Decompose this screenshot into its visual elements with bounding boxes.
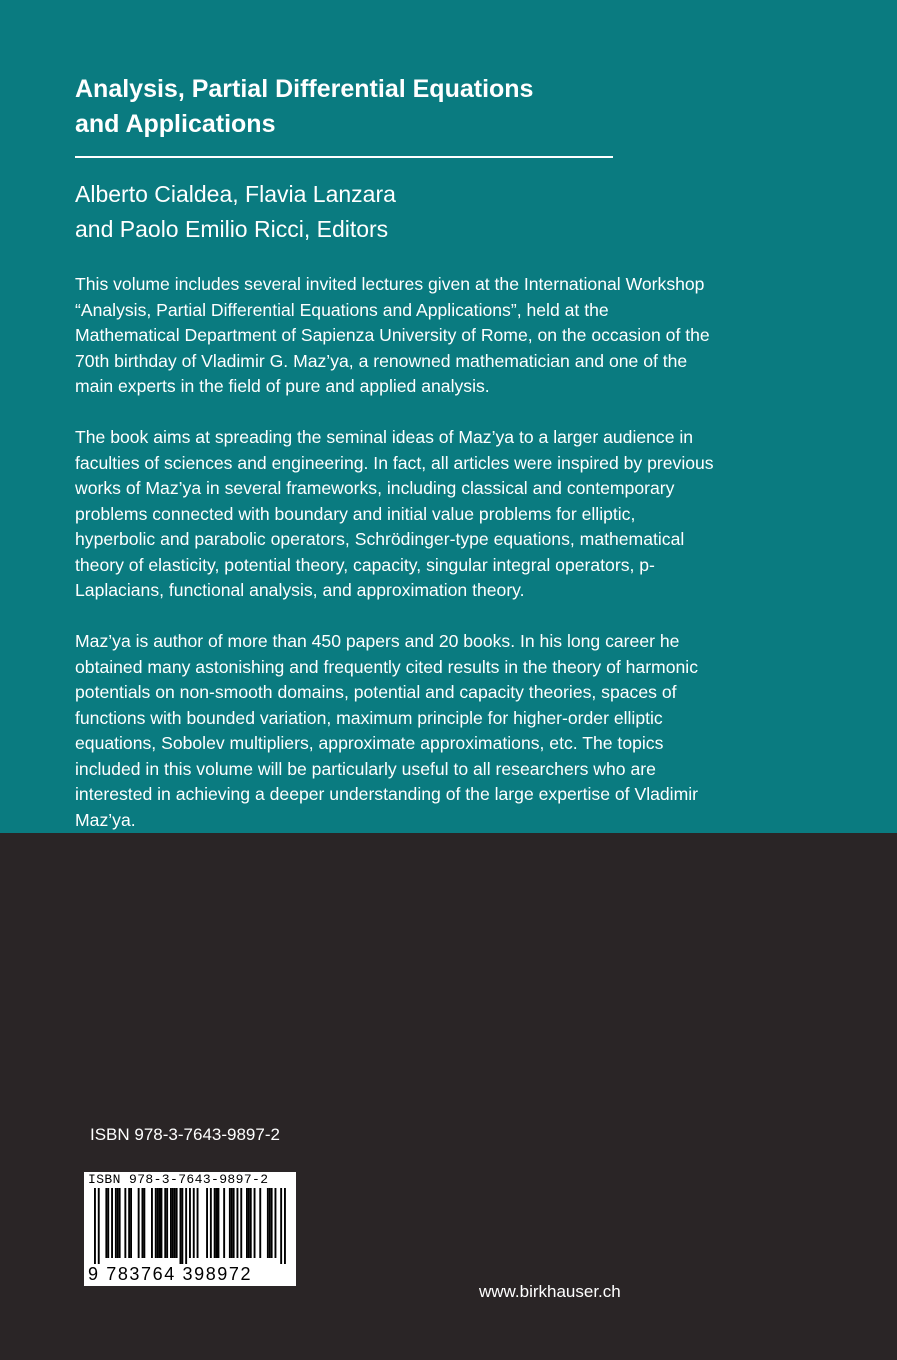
editors-line-1: Alberto Cialdea, Flavia Lanzara bbox=[75, 181, 396, 207]
barcode-bar bbox=[130, 1188, 132, 1258]
barcode-bar bbox=[269, 1188, 271, 1258]
barcode-bar bbox=[216, 1188, 218, 1258]
barcode-bar bbox=[174, 1188, 176, 1258]
blurb-paragraph-1: This volume includes several invited lectures given at the International Workshop “Analysis, Partial Differential Equations and Applications”, held at the Mathematical Department of Sapienza University of Rome, on the occasion of the 70th birthday of Vladimir G. Maz’ya, a renowned mathematician and one of the main experts in the field of pure and applied analysis. bbox=[75, 274, 710, 396]
barcode-bar bbox=[233, 1188, 235, 1258]
barcode-bar bbox=[231, 1188, 233, 1258]
barcode-bar bbox=[218, 1188, 220, 1258]
barcode-bar bbox=[237, 1188, 239, 1258]
barcode-bar bbox=[271, 1188, 273, 1258]
barcode-bar bbox=[280, 1188, 282, 1264]
barcode-bar bbox=[189, 1188, 191, 1258]
barcode-bar bbox=[197, 1188, 199, 1258]
title-divider bbox=[75, 156, 613, 158]
barcode-bar bbox=[155, 1188, 157, 1258]
barcode-bar bbox=[185, 1188, 187, 1264]
barcode-bar bbox=[206, 1188, 208, 1258]
barcode-bar bbox=[157, 1188, 159, 1258]
book-title-line-2: and Applications bbox=[75, 110, 276, 138]
barcode-bar bbox=[210, 1188, 212, 1258]
barcode-digits: 9 783764 398972 bbox=[88, 1264, 253, 1284]
publisher-website: www.birkhauser.ch bbox=[479, 1282, 621, 1301]
barcode-bar bbox=[159, 1188, 161, 1258]
blurb-paragraph-3: Maz’ya is author of more than 450 papers and 20 books. In his long career he obtained many astonishing and frequently cited results in the theory of harmonic potentials on non-smooth domains, potential and capacity theories, spaces of functions with bounded variation, maximum principle for higher-order elliptic equations, Sobolev multipliers, approximate approximations, etc. The topics included in this volume will be particularly useful to all researchers who are interested in achieving a deeper understanding of the large expertise of Vladimir Maz’ya. bbox=[75, 631, 699, 830]
barcode-bar bbox=[246, 1188, 248, 1258]
barcode-bar bbox=[161, 1188, 163, 1258]
barcode-bar bbox=[172, 1188, 174, 1258]
barcode-bar bbox=[275, 1188, 277, 1258]
barcode-bar bbox=[259, 1188, 261, 1258]
blurb-paragraph-2: The book aims at spreading the seminal ideas of Maz’ya to a larger audience in faculties of sciences and engineering. In fact, all articles were inspired by previous works of Maz’ya in several frameworks, including classical and contemporary problems connected with boundary and initial value problems for elliptic, hyperbolic and parabolic operators, Schrödinger-type equations, mathematical theory of elasticity, potential theory, capacity, singular integral operators, p-Laplacians, functional analysis, and approximation theory. bbox=[75, 427, 714, 600]
barcode-bar bbox=[180, 1188, 182, 1264]
barcode-bar bbox=[98, 1188, 100, 1264]
editors-line-2: and Paolo Emilio Ricci, Editors bbox=[75, 216, 389, 242]
barcode-bar bbox=[250, 1188, 252, 1258]
barcode-bar bbox=[176, 1188, 178, 1258]
barcode-bar bbox=[193, 1188, 195, 1258]
barcode-bar bbox=[111, 1188, 113, 1258]
barcode-bar bbox=[124, 1188, 126, 1258]
barcode-bar bbox=[164, 1188, 166, 1258]
barcode-bar bbox=[142, 1188, 144, 1258]
barcode-bar bbox=[267, 1188, 269, 1258]
barcode-bar bbox=[94, 1188, 96, 1264]
barcode-bar bbox=[117, 1188, 119, 1258]
book-title bbox=[75, 72, 695, 142]
barcode-bar bbox=[143, 1188, 145, 1258]
barcode-bars-icon bbox=[88, 1188, 292, 1264]
barcode-bar bbox=[105, 1188, 107, 1258]
barcode-bar bbox=[214, 1188, 216, 1258]
barcode-bar bbox=[138, 1188, 140, 1258]
barcode-isbn-text: ISBN 978-3-7643-9897-2 bbox=[88, 1172, 269, 1187]
editors bbox=[75, 177, 695, 247]
barcode-bar bbox=[166, 1188, 168, 1258]
barcode-bar bbox=[229, 1188, 231, 1258]
book-title-line-1: Analysis, Partial Differential Equations bbox=[75, 75, 534, 103]
barcode-bar bbox=[284, 1188, 286, 1264]
barcode-bar bbox=[223, 1188, 225, 1258]
barcode-bar bbox=[151, 1188, 153, 1258]
barcode-bar bbox=[254, 1188, 256, 1258]
isbn-barcode bbox=[84, 1172, 296, 1286]
barcode-bar bbox=[107, 1188, 109, 1258]
barcode-bar bbox=[119, 1188, 121, 1258]
barcode-bar bbox=[128, 1188, 130, 1258]
blurb bbox=[75, 272, 715, 859]
isbn-label: ISBN 978-3-7643-9897-2 bbox=[90, 1125, 280, 1144]
barcode-bar bbox=[248, 1188, 250, 1258]
barcode-bar bbox=[240, 1188, 242, 1258]
barcode-bar bbox=[170, 1188, 172, 1258]
barcode-bar bbox=[115, 1188, 117, 1258]
barcode-bar bbox=[181, 1188, 183, 1264]
